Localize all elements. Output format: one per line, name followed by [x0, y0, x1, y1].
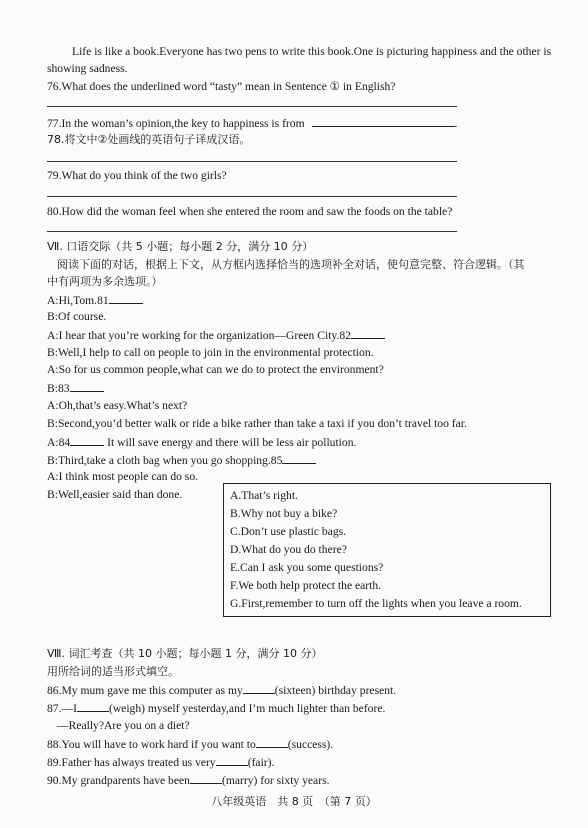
option-b: B.Why not buy a bike?: [230, 507, 338, 520]
dialogue-line: A:I think most people can do so.: [47, 470, 199, 483]
vocab-item-87: [47, 699, 385, 717]
answer-blank-84[interactable]: [70, 433, 104, 446]
question-76: 76.What does the underlined word “tasty” mean in Sentence ① in English?: [47, 80, 396, 93]
dialogue-line: A:Oh,that’s easy.What’s next?: [47, 399, 188, 412]
page-footer: 八年级英语 共 8 页 （第 7 页）: [211, 795, 377, 808]
passage-line: Life is like a book.Everyone has two pens to write this book.One is picturing happiness and the other is: [72, 45, 552, 58]
dialogue-line: B:Well,easier said than done.: [47, 488, 183, 501]
vocab-text: 88.You will have to work hard if you want to: [47, 738, 256, 751]
question-79: 79.What do you think of the two girls?: [47, 169, 227, 182]
option-f: F.We both help protect the earth.: [230, 579, 382, 592]
section-8-instructions: 用所给词的适当形式填空。: [47, 665, 179, 678]
vocab-text: 89.Father has always treated us very: [47, 756, 216, 769]
vocab-text: (success).: [287, 738, 334, 751]
vocab-item-87-reply: —Really?Are you on a diet?: [57, 719, 190, 732]
dialogue-text: A:84: [47, 436, 71, 449]
section-7-instructions: 中有两项为多余选项。）: [47, 275, 163, 288]
question-77-period: .: [454, 117, 458, 130]
question-78: 78.将文中②处画线的英语句子译成汉语。: [47, 133, 251, 146]
vocab-item-86: [47, 681, 396, 699]
dialogue-line: B:Of course.: [47, 310, 107, 323]
vocab-text: (fair).: [247, 756, 275, 769]
answer-line-79[interactable]: [47, 196, 457, 197]
option-e: E.Can I ask you some questions?: [230, 561, 384, 574]
section-8-heading: Ⅷ. 词汇考查（共 10 小题；每小题 1 分，满分 10 分）: [47, 647, 323, 660]
dialogue-text: A:Hi,Tom.81: [47, 294, 109, 307]
vocab-item-89: [47, 753, 274, 771]
question-77-text: 77.In the woman’s opinion,the key to happiness is from: [47, 117, 305, 130]
option-c: C.Don’t use plastic bags.: [230, 525, 347, 538]
answer-blank-87[interactable]: [77, 699, 109, 712]
question-80: 80.How did the woman feel when she entered the room and saw the foods on the table?: [47, 205, 453, 218]
answer-line-76[interactable]: [47, 106, 457, 107]
option-a: A.That’s right.: [230, 489, 298, 502]
vocab-item-90: [47, 771, 329, 789]
dialogue-text: B:83: [47, 382, 70, 395]
vocab-text: (weigh) myself yesterday,and I’m much lighter than before.: [108, 702, 386, 715]
dialogue-line: [47, 379, 104, 397]
answer-blank-83[interactable]: [70, 379, 104, 392]
vocab-item-88: [47, 735, 333, 753]
answer-blank-85[interactable]: [282, 451, 316, 464]
vocab-text: 86.My mum gave me this computer as my: [47, 684, 243, 697]
option-g: G.First,remember to turn off the lights when you leave a room.: [230, 597, 522, 610]
answer-blank-86[interactable]: [243, 681, 275, 694]
answer-blank-89[interactable]: [216, 753, 248, 766]
dialogue-text: A:I hear that you’re working for the organization—Green City.82: [47, 329, 351, 342]
vocab-text: 87.—I: [47, 702, 77, 715]
answer-blank-77[interactable]: [312, 114, 455, 127]
vocab-text: (sixteen) birthday present.: [274, 684, 397, 697]
answer-blank-90[interactable]: [190, 771, 222, 784]
dialogue-line: [47, 433, 356, 451]
question-77: [47, 114, 457, 132]
dialogue-line: B:Well,I help to call on people to join in the environmental protection.: [47, 346, 374, 359]
dialogue-line: [47, 326, 385, 344]
dialogue-line: [47, 291, 143, 309]
passage-line: showing sadness.: [47, 62, 128, 75]
section-7-instructions: 阅读下面的对话，根据上下文，从方框内选择恰当的选项补全对话，使句意完整、符合逻辑。（其: [57, 258, 525, 271]
vocab-text: 90.My grandparents have been: [47, 774, 190, 787]
option-d: D.What do you do there?: [230, 543, 347, 556]
answer-line-78[interactable]: [47, 161, 457, 162]
dialogue-text: B:Third,take a cloth bag when you go shopping.85: [47, 454, 283, 467]
dialogue-text: It will save energy and there will be less air pollution.: [104, 436, 357, 449]
dialogue-line: B:Second,you’d better walk or ride a bike rather than take a taxi if you don’t travel too far.: [47, 417, 467, 430]
answer-blank-88[interactable]: [256, 735, 288, 748]
dialogue-line: [47, 451, 316, 469]
answer-blank-82[interactable]: [351, 326, 385, 339]
section-7-heading: Ⅶ. 口语交际（共 5 小题；每小题 2 分，满分 10 分）: [47, 240, 314, 253]
answer-blank-81[interactable]: [109, 291, 143, 304]
vocab-text: (marry) for sixty years.: [221, 774, 330, 787]
dialogue-line: A:So for us common people,what can we do to protect the environment?: [47, 363, 384, 376]
answer-line-80[interactable]: [47, 231, 457, 232]
